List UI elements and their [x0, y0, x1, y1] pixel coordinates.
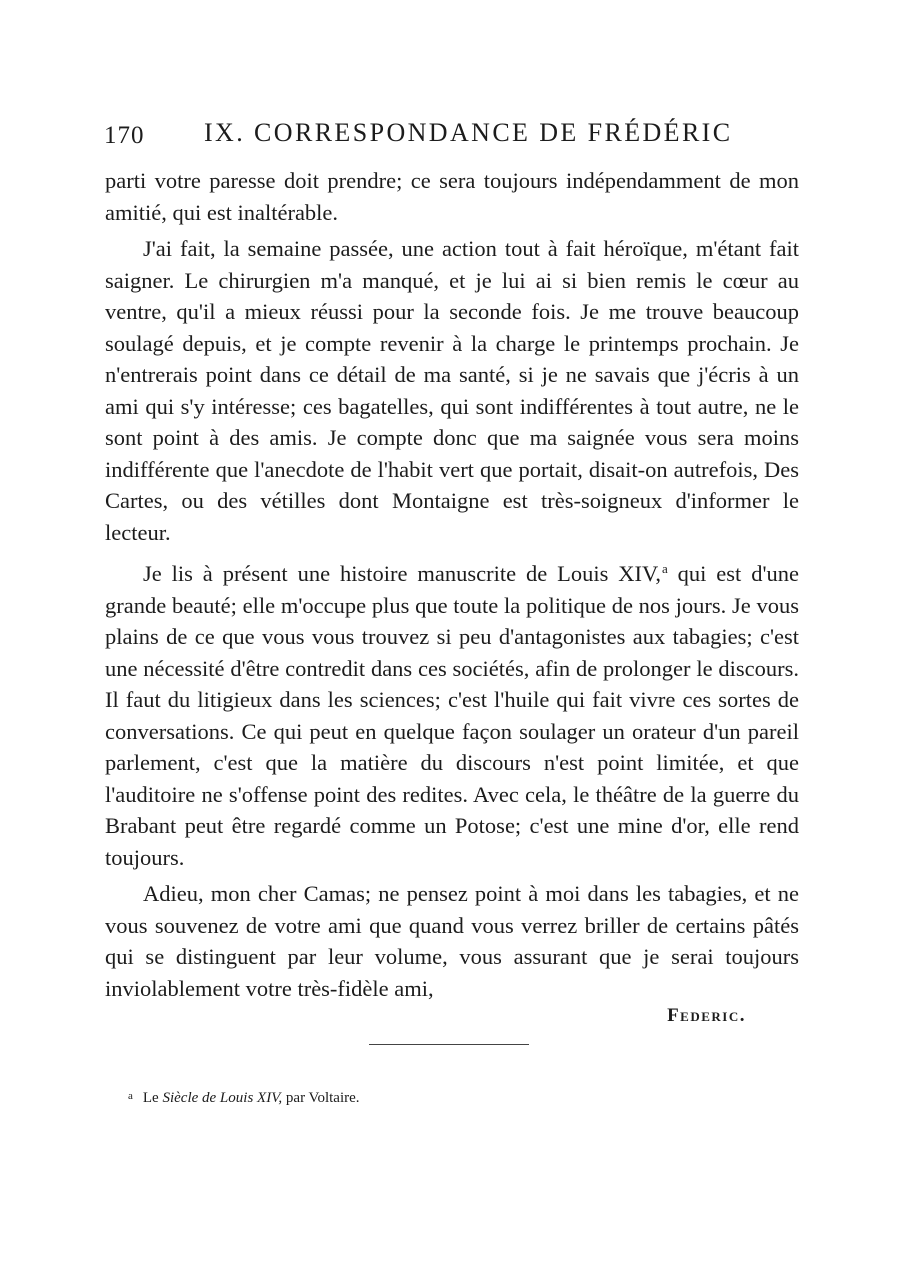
footnote-marker: a [128, 1090, 133, 1102]
footnote [128, 1086, 728, 1108]
paragraph-2: J'ai fait, la semaine passée, une action tout à fait héroïque, m'étant fait saigner. Le chirurgien m'a manqué, et je lui ai si bien remis le cœur au ventre, qu'il a mieux réussi pour la seconde fois. Je me trouve beaucoup soulagé depuis, et je compte revenir à la charge le printemps prochain. Je n'entrerais point dans ce détail de ma santé, si je ne savais que j'écris à un ami qui s'y intéresse; ces bagatelles, qui sont indifférentes à tout autre, ne le sont point à des amis. Je compte donc que ma saignée vous sera moins indifférente que l'anecdote de l'habit vert que portait, disait-on autrefois, Des Cartes, ou des vétilles dont Montaigne est très-soigneux d'informer le lecteur. [105, 236, 799, 545]
paragraph-3 [105, 553, 799, 873]
chapter-title: IX. CORRESPONDANCE DE FRÉDÉRIC [204, 118, 733, 147]
footnote-suffix: par Voltaire. [282, 1090, 360, 1106]
footnote-book-title: Siècle de Louis XIV, [162, 1090, 283, 1106]
paragraph-4: Adieu, mon cher Camas; ne pensez point à moi dans les tabagies, et ne vous souvenez de votre ami que quand vous verrez briller de certains pâtés qui se distinguent par leur volume, vous assurant que je serai toujours inviolablement votre très-fidèle ami, [105, 881, 799, 1001]
footnote-prefix: Le [142, 1090, 163, 1106]
footnote-reference: a [661, 561, 668, 576]
paragraph-1: parti votre paresse doit prendre; ce sera toujours indépendamment de mon amitié, qui est inaltérable. [105, 168, 799, 225]
running-head [104, 118, 804, 154]
paragraph-3-rest: qui est d'une grande beauté; elle m'occupe plus que toute la politique de nos jours. Je vous plains de ce que vous vous trouvez si peu d'antagonistes aux tabagies; c'est une nécessité d'être contredit dans ces sociétés, afin de prolonger le discours. Il faut du litigieux dans les sciences; c'est l'huile qui fait vivre ces sortes de conversations. Ce qui peut en quelque façon soulager un orateur d'un pareil parlement, c'est que la matière du discours n'est point limitée, et que l'auditoire ne s'offense point des redites. Avec cela, le théâtre de la guerre du Brabant peut être regardé comme un Potose; c'est une mine d'or, elle rend toujours. [105, 561, 799, 870]
footnote-divider [369, 1044, 529, 1045]
letter-body [105, 165, 799, 1004]
page-number: 170 [104, 122, 145, 149]
signature: Federic. [667, 1005, 746, 1026]
paragraph-3-start: Je lis à présent une histoire manuscrite de Louis XIV, [143, 561, 661, 586]
